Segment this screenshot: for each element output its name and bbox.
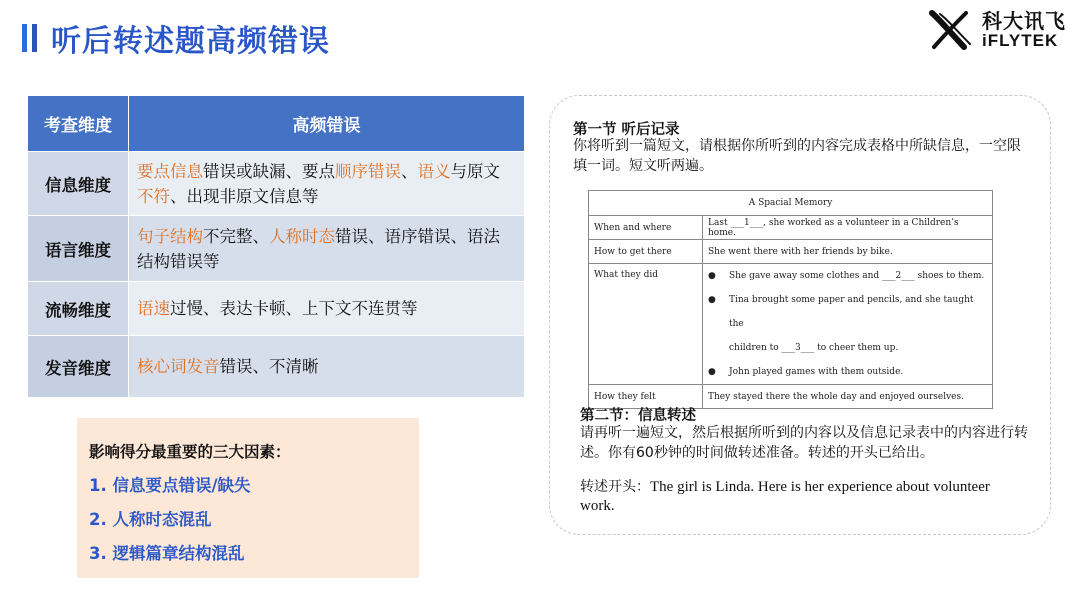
factor-item: 2. 人称时态混乱 bbox=[89, 510, 212, 529]
highlight-term: 核心词发音 bbox=[137, 357, 220, 376]
page-title: 听后转述题高频错误 bbox=[51, 24, 330, 59]
highlight-term: 句子结构 bbox=[137, 226, 203, 246]
error-cell bbox=[129, 336, 525, 398]
error-text: 错误、不清晰 bbox=[219, 357, 319, 376]
memory-table-caption: A Spacial Memory bbox=[589, 191, 993, 216]
key-factors-box bbox=[77, 418, 419, 578]
dimension-cell: 发音维度 bbox=[28, 336, 129, 398]
table-row bbox=[589, 216, 993, 240]
error-header: 高频错误 bbox=[129, 96, 525, 152]
row-value: She went there with her friends by bike. bbox=[703, 240, 993, 264]
row-value: Last ___1___, she worked as a volunteer in a Children’s home. bbox=[703, 216, 993, 240]
row-label: When and where bbox=[589, 216, 703, 240]
iflytek-logo bbox=[926, 10, 1066, 50]
highlight-term: 语义 bbox=[417, 161, 451, 181]
table-header-row bbox=[28, 96, 525, 152]
highlight-term: 不符 bbox=[137, 186, 170, 206]
row-value-bullets bbox=[703, 264, 993, 385]
memory-record-table bbox=[588, 190, 993, 409]
error-text: 、 bbox=[401, 161, 418, 181]
row-label: How to get there bbox=[589, 240, 703, 264]
factor-item: 3. 逻辑篇章结构混乱 bbox=[89, 544, 245, 563]
table-row bbox=[28, 216, 525, 282]
list-item bbox=[708, 288, 987, 336]
bullet-text: Tina brought some paper and pencils, and she taught the bbox=[729, 295, 974, 329]
table-row bbox=[28, 152, 525, 216]
highlight-term: 顺序错误 bbox=[335, 161, 401, 181]
bullet-text-continued: children to ___3___ to cheer them up. bbox=[729, 343, 899, 353]
error-cell bbox=[129, 152, 525, 216]
bullet-text: John played games with them outside. bbox=[729, 367, 904, 377]
table-row bbox=[589, 191, 993, 216]
bullet-icon: ● bbox=[708, 367, 716, 377]
title-bar bbox=[22, 18, 330, 58]
table-row bbox=[28, 336, 525, 398]
error-cell bbox=[129, 282, 525, 336]
section1-instructions: 你将听到一篇短文，请根据你所听到的内容完成表格中所缺信息，一空限填一词。短文听两遍。 bbox=[573, 138, 1021, 174]
error-cell bbox=[129, 216, 525, 282]
error-text: 过慢、表达卡顿、上下文不连贯等 bbox=[170, 299, 418, 318]
error-text: 与原文 bbox=[450, 161, 500, 181]
section1-title: 第一节 听后记录 bbox=[573, 122, 680, 138]
table-row bbox=[589, 240, 993, 264]
factors-title: 影响得分最重要的三大因素： bbox=[89, 443, 291, 461]
dimension-header: 考查维度 bbox=[28, 96, 129, 152]
logo-cn: 科大讯飞 bbox=[982, 8, 1066, 33]
error-text: 、出现非原文信息等 bbox=[170, 186, 319, 206]
section2-title: 第二节：信息转述 bbox=[580, 408, 696, 424]
bullet-icon: ● bbox=[708, 271, 716, 281]
factor-item: 1. 信息要点错误/缺失 bbox=[89, 476, 251, 495]
table-row bbox=[589, 264, 993, 385]
error-text: 错误或缺漏、要点 bbox=[203, 161, 335, 181]
bullet-text: She gave away some clothes and ___2___ shoes to them. bbox=[729, 271, 985, 281]
list-item bbox=[708, 360, 987, 384]
opening-text: The girl is Linda. Here is her experience about volunteer work. bbox=[580, 479, 990, 514]
title-mark bbox=[32, 24, 37, 52]
highlight-term: 要点信息 bbox=[137, 161, 203, 181]
highlight-term: 语速 bbox=[137, 299, 170, 318]
title-mark bbox=[22, 24, 27, 52]
dimension-cell: 信息维度 bbox=[28, 152, 129, 216]
retell-opening bbox=[580, 478, 1020, 516]
row-value: They stayed there the whole day and enjoyed ourselves. bbox=[703, 385, 993, 409]
dimension-cell: 流畅维度 bbox=[28, 282, 129, 336]
opening-label: 转述开头： bbox=[580, 479, 650, 495]
highlight-term: 人称时态 bbox=[269, 226, 335, 246]
list-item bbox=[708, 264, 987, 288]
title-marks bbox=[22, 24, 37, 52]
error-text: 错误、语序错误、语法结构错误等 bbox=[137, 226, 500, 271]
row-label: What they did bbox=[589, 264, 703, 385]
iflytek-x-logo-icon bbox=[926, 10, 976, 50]
logo-en: iFLYTEK bbox=[982, 30, 1059, 50]
dimension-cell: 语言维度 bbox=[28, 216, 129, 282]
error-dimension-table bbox=[27, 95, 525, 398]
row-label: How they felt bbox=[589, 385, 703, 409]
logo-text bbox=[982, 8, 1066, 50]
table-row bbox=[28, 282, 525, 336]
bullet-icon: ● bbox=[708, 295, 716, 305]
error-text: 不完整、 bbox=[203, 226, 269, 246]
section2-instructions: 请再听一遍短文，然后根据所听到的内容以及信息记录表中的内容进行转述。你有60秒钟的时间做转述准备。转述的开头已给出。 bbox=[580, 425, 1028, 461]
